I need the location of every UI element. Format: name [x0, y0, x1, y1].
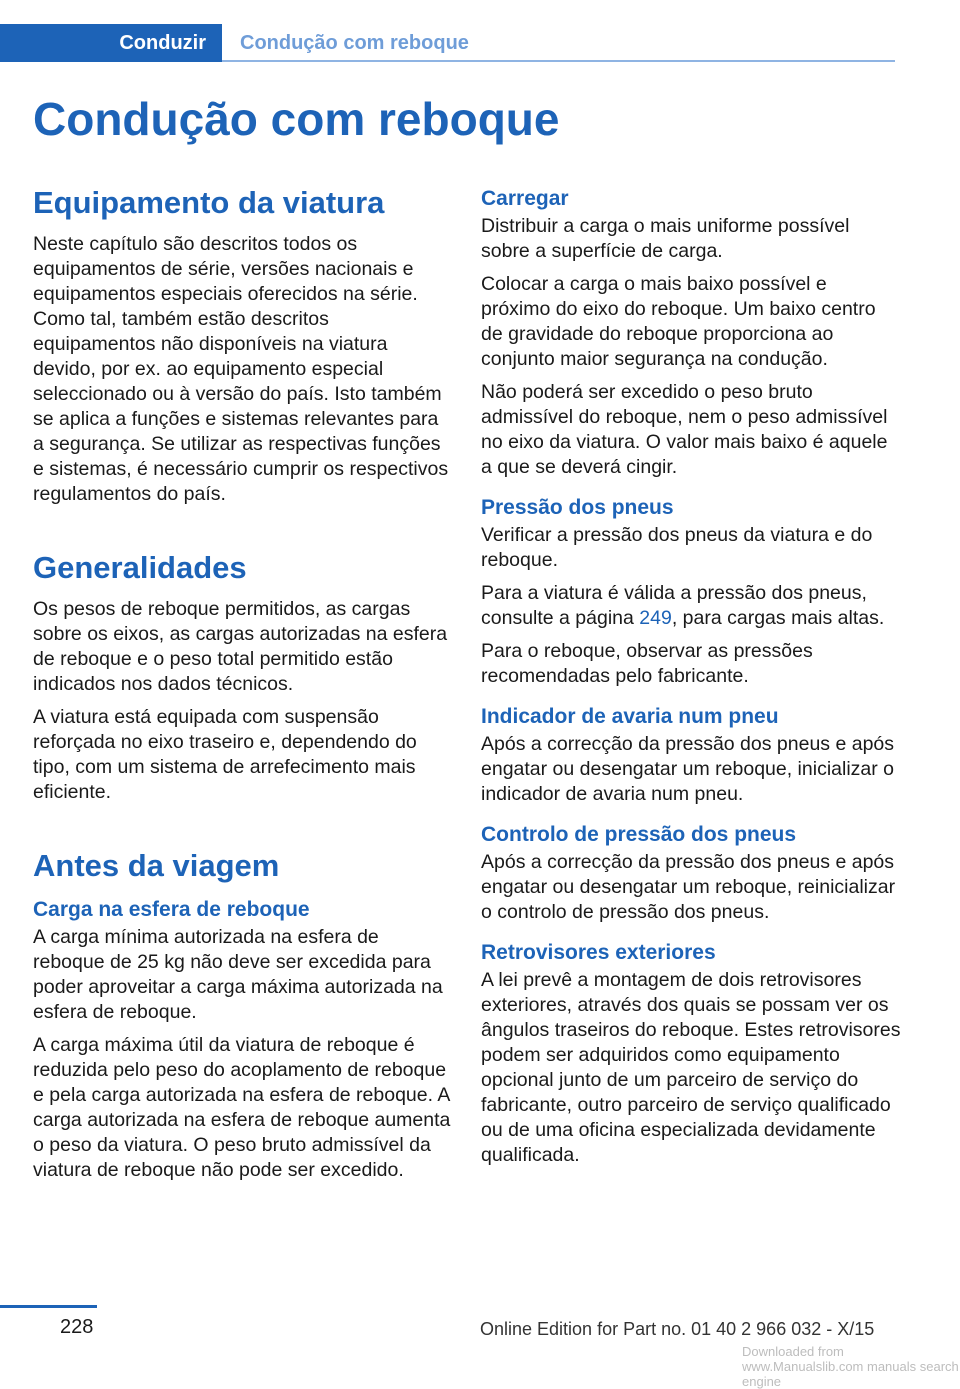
- paragraph: Distribuir a carga o mais uniforme possível sobre a superfície de carga.: [481, 215, 850, 262]
- page-link[interactable]: 249: [639, 607, 672, 629]
- subheading-retrovisores: Retrovisores exteriores: [481, 941, 716, 964]
- page-number: 228: [60, 1316, 94, 1338]
- section-label: Conduzir: [119, 31, 206, 54]
- paragraph: Após a correcção da pressão dos pneus e após engatar ou desengatar um reboque, reinicializar o controlo de pressão dos pneus.: [481, 851, 896, 923]
- heading-antes-da-viagem: Antes da viagem: [33, 848, 280, 883]
- left-column: [33, 180, 451, 1191]
- breadcrumb[interactable]: Condução com reboque: [240, 32, 469, 54]
- watermark: Downloaded from www.Manualslib.com manuals search engine: [742, 1344, 959, 1389]
- paragraph: Verificar a pressão dos pneus da viatura e do reboque.: [481, 524, 873, 571]
- text: , para cargas mais altas.: [671, 607, 885, 629]
- paragraph: Para o reboque, observar as pressões recomendadas pelo fabricante.: [481, 640, 813, 687]
- subheading-pressao-pneus: Pressão dos pneus: [481, 496, 674, 519]
- paragraph-with-link: [481, 581, 901, 631]
- subheading-indicador-avaria: Indicador de avaria num pneu: [481, 705, 779, 728]
- paragraph: A carga máxima útil da viatura de reboque é reduzida pelo peso do acoplamento de reboque e pela carga autorizada na esfera de reboque. A carga autorizada na esfera de reboque aumenta o peso da viatura. O peso bruto admissível da viatura de reboque não pode ser excedido.: [33, 1034, 451, 1181]
- subheading-controlo-pressao: Controlo de pressão dos pneus: [481, 823, 797, 846]
- subheading-carga-esfera: Carga na esfera de reboque: [33, 898, 310, 921]
- section-tab[interactable]: [0, 24, 222, 62]
- heading-equipamento: Equipamento da viatura: [33, 185, 385, 220]
- paragraph: A carga mínima autorizada na esfera de reboque de 25 kg não deve ser excedida para poder aproveitar a carga máxima autorizada na esfera de reboque.: [33, 926, 443, 1023]
- page-title: Condução com reboque: [33, 93, 560, 145]
- paragraph: Colocar a carga o mais baixo possível e próximo do eixo do reboque. Um baixo centro de gravidade do reboque proporciona ao conjunto maior segurança na condução.: [481, 273, 876, 370]
- paragraph: A lei prevê a montagem de dois retrovisores exteriores, através dos quais se possam ver os ângulos traseiros do reboque. Estes retrovisores podem ser adquiridos como equipamento opcional junto de um parceiro de serviço do fabricante, outro parceiro de serviço qualificado ou de uma oficina especializada devidamente qualificada.: [481, 969, 901, 1166]
- paragraph: Os pesos de reboque permitidos, as cargas sobre os eixos, as cargas autorizadas na esfera de reboque e o peso total permitido estão indicados nos dados técnicos.: [33, 598, 448, 695]
- heading-generalidades: Generalidades: [33, 550, 247, 585]
- page-header: [0, 24, 895, 62]
- edition-note: Online Edition for Part no. 01 40 2 966 032 - X/15: [480, 1319, 875, 1339]
- paragraph: Não poderá ser excedido o peso bruto admissível do reboque, nem o peso admissível no eixo da viatura. O valor mais baixo é aquele a que se deverá cingir.: [481, 381, 888, 478]
- paragraph: Após a correcção da pressão dos pneus e após engatar ou desengatar um reboque, inicializar o indicador de avaria num pneu.: [481, 733, 895, 805]
- subheading-carregar: Carregar: [481, 187, 569, 210]
- header-divider: [222, 60, 895, 62]
- right-column: [481, 184, 901, 1176]
- paragraph: A viatura está equipada com suspensão reforçada no eixo traseiro e, dependendo do tipo, com um sistema de arrefecimento mais eficiente.: [33, 706, 417, 803]
- text: Para a viatura é válida a pressão dos pneus, consulte a página: [481, 582, 867, 629]
- footer-divider: [0, 1305, 97, 1308]
- paragraph: Neste capítulo são descritos todos os equipamentos de série, versões nacionais e equipamentos especiais oferecidos na série. Como tal, também estão descritos equipamentos não disponíveis na viatura devido, por ex. ao equipamento especial seleccionado ou à versão do país. Isto também se aplica a funções e sistemas relevantes para a segurança. Se utilizar as respectivas funções e sistemas, é necessário cumprir os respectivos regulamentos do país.: [33, 233, 449, 505]
